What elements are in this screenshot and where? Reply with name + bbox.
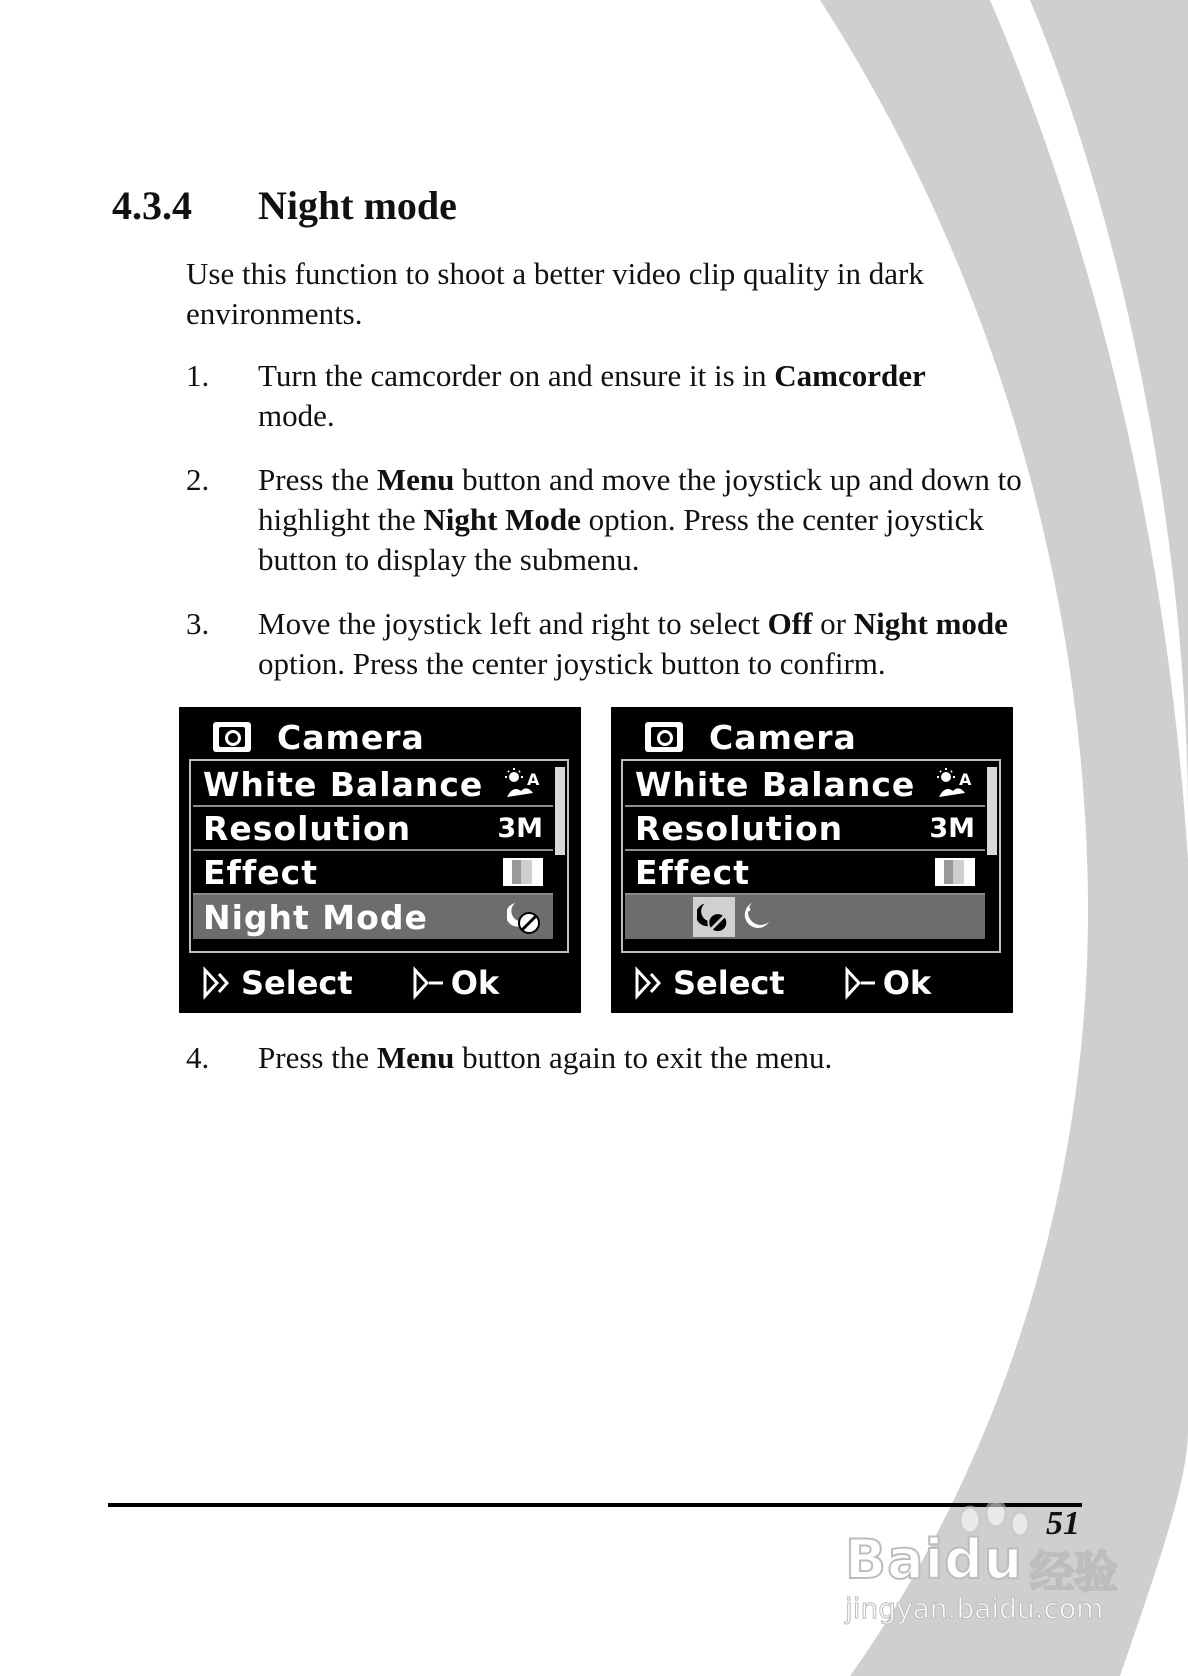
section-heading: [112, 182, 457, 229]
menu-item-effect[interactable]: Effect: [625, 851, 985, 895]
auto-white-balance-icon: [503, 767, 543, 801]
menu-scrollbar[interactable]: [555, 767, 565, 855]
footer-select-label: Select: [673, 964, 785, 1002]
night-mode-on-icon: [739, 900, 773, 934]
resolution-value: 3M: [497, 812, 543, 844]
menu-item-effect[interactable]: Effect: [193, 851, 553, 895]
menu-item-night-mode[interactable]: Night Mode: [193, 895, 553, 939]
page-number: 51: [1046, 1505, 1080, 1542]
night-mode-submenu: [625, 895, 985, 939]
intro-paragraph: Use this function to shoot a better video clip quality in dark environments.: [186, 256, 924, 331]
joystick-ok-icon: [843, 966, 877, 1000]
footer-ok-label: Ok: [450, 964, 500, 1002]
joystick-ok-icon: [411, 966, 445, 1000]
camera-menu-screen-2: [611, 707, 1013, 1013]
resolution-value: 3M: [929, 812, 975, 844]
menu-list: [621, 759, 1001, 953]
menu-item-resolution[interactable]: Resolution 3M: [625, 807, 985, 851]
screen-footer: [201, 963, 571, 1003]
camera-icon: [213, 722, 251, 752]
joystick-select-icon: [633, 966, 667, 1000]
svg-text:A: A: [527, 770, 540, 789]
step-1: 1. Turn the camcorder on and ensure it is in Camcorder mode.: [186, 358, 926, 433]
footer-ok-label: Ok: [882, 964, 932, 1002]
section-number: 4.3.4: [112, 183, 192, 228]
night-mode-off-icon: [697, 900, 731, 934]
effect-icon: [935, 858, 975, 886]
menu-list: [189, 759, 569, 953]
step-3: 3. Move the joystick left and right to select Off or Night mode option. Press the center joystick button to confirm.: [186, 606, 1008, 681]
menu-item-white-balance[interactable]: White Balance A: [193, 763, 553, 807]
svg-text:A: A: [959, 770, 972, 789]
auto-white-balance-icon: [935, 767, 975, 801]
menu-item-white-balance[interactable]: White Balance A: [625, 763, 985, 807]
step-4: 4. Press the Menu button again to exit the menu.: [186, 1040, 833, 1075]
effect-icon: [503, 858, 543, 886]
joystick-select-icon: [201, 966, 235, 1000]
watermark-url: jingyan.baidu.com: [845, 1592, 1104, 1625]
camera-icon: [645, 722, 683, 752]
camera-menu-screen-1: [179, 707, 581, 1013]
submenu-option-off[interactable]: [693, 897, 735, 937]
step-2: 2. Press the Menu button and move the joystick up and down to highlight the Night Mode option. Press the center joystick button to display the submenu.: [186, 462, 1022, 577]
screen-footer: [633, 963, 1003, 1003]
footer-select-label: Select: [241, 964, 353, 1002]
watermark-cn: 经验: [1030, 1547, 1118, 1598]
screen-title: Camera: [709, 717, 857, 757]
menu-item-resolution[interactable]: Resolution 3M: [193, 807, 553, 851]
screen-title: Camera: [277, 717, 425, 757]
section-title: Night mode: [258, 183, 457, 228]
menu-scrollbar[interactable]: [987, 767, 997, 855]
watermark-brand: Baidu: [845, 1528, 1024, 1591]
submenu-option-night[interactable]: [735, 897, 777, 937]
night-mode-off-icon: [507, 899, 543, 935]
